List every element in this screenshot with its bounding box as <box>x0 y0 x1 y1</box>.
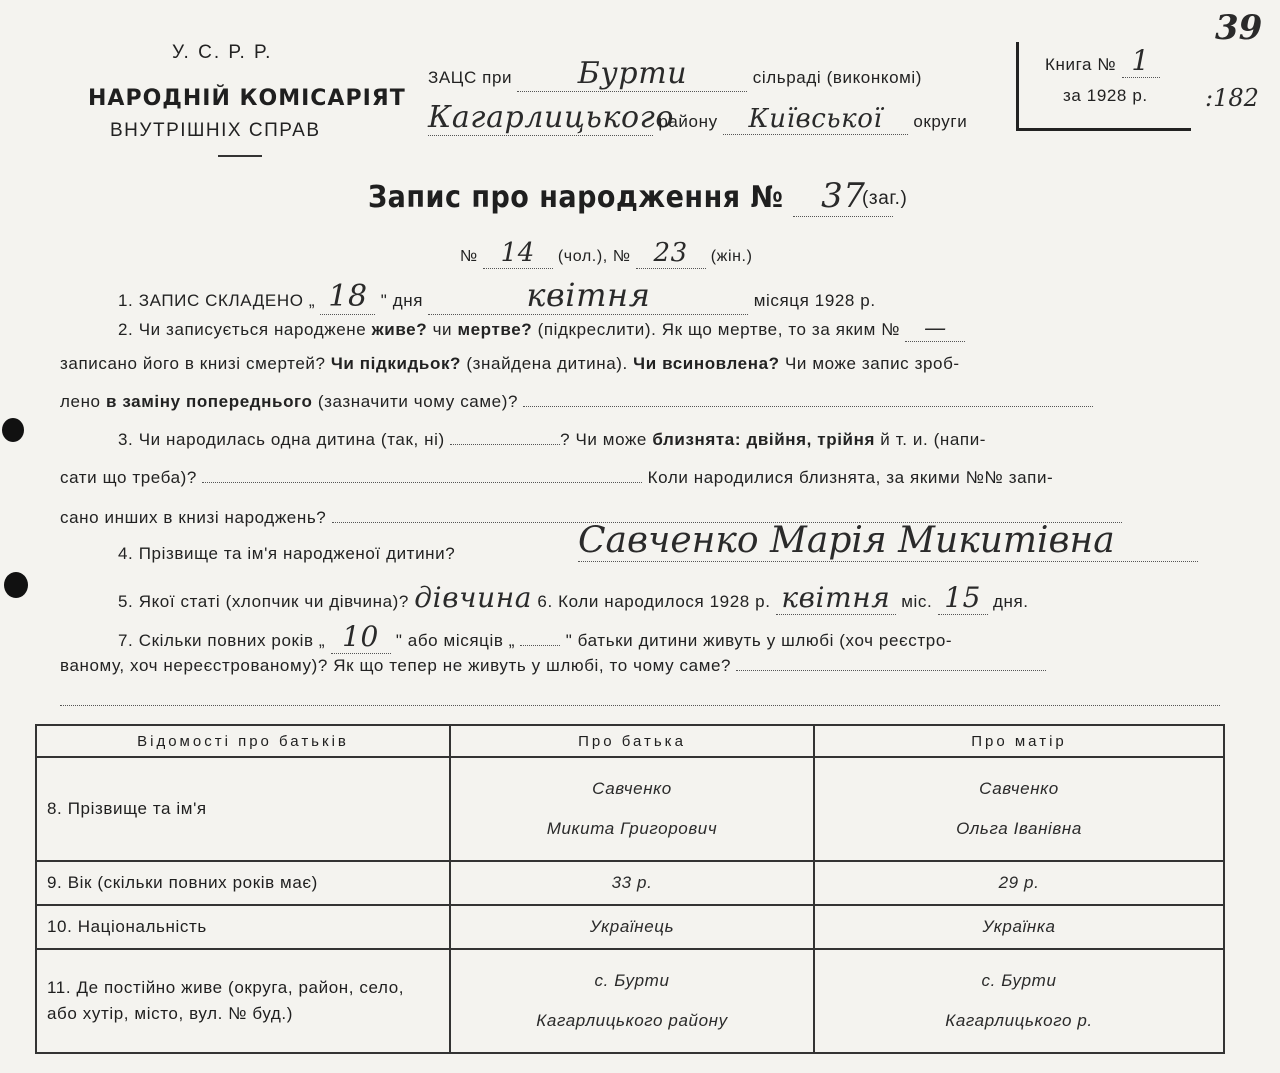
male-number: 14 <box>483 238 553 269</box>
birth-month: квітня <box>776 581 896 615</box>
father-name: Савченко Микита Григорович <box>450 757 814 861</box>
book-number: 1 <box>1122 44 1160 78</box>
row-label: 8. Прізвище та ім'я <box>36 757 450 861</box>
item-3-line-2: сати що треба)? Коли народилися близнята, за якими №№ запи- <box>60 468 1054 487</box>
item-7-line-2: ваному, хоч нереєстрованому)? Як що тепер не живуть у шлюбі, то чому саме? <box>60 656 1046 676</box>
village-name: Бурти <box>517 56 747 92</box>
item-5-6: 5. Якої статі (хлопчик чи дівчина)? дівчина 6. Коли народилося 1928 р. квітня міс. 15 дня. <box>118 581 1029 614</box>
okrug-name: Київської <box>723 104 908 135</box>
header-father: Про батька <box>450 725 814 757</box>
item-7-blank-line <box>60 705 1220 706</box>
mother-name: Савченко Ольга Іванівна <box>814 757 1224 861</box>
child-sex: дівчина <box>414 581 533 614</box>
row-label: 9. Вік (скільки повних років має) <box>36 861 450 905</box>
header-info: Відомості про батьків <box>36 725 450 757</box>
commissariat-heading: НАРОДНІЙ КОМІСАРІЯТ <box>88 86 406 111</box>
table-row <box>36 905 1224 949</box>
book-box <box>1016 42 1191 131</box>
punch-hole <box>4 572 28 598</box>
book-label: Книга № <box>1045 55 1117 74</box>
item-4: 4. Прізвище та ім'я народженої дитини? <box>118 544 456 563</box>
table-header-row <box>36 725 1224 757</box>
district-name: Кагарлицького <box>428 100 675 135</box>
table-row <box>36 757 1224 861</box>
margin-number: 39 <box>1215 8 1263 48</box>
record-number: 37 <box>793 176 893 217</box>
commissariat-subheading: ВНУТРІШНІХ СПРАВ <box>110 120 321 141</box>
item-3-line-1: 3. Чи народилась одна дитина (так, ні) ? Чи може близнята: двійня, трійня й т. и. (напи- <box>118 430 987 449</box>
marriage-years: 10 <box>331 620 391 654</box>
item-2-line-3: лено в заміну попереднього (зазначити чому саме)? <box>60 392 1093 412</box>
row-label: 10. Національність <box>36 905 450 949</box>
record-sub-numbers: № 14 (чол.), № 23 (жін.) <box>460 238 753 268</box>
item-3-line-3: сано инших в книзі народжень? <box>60 508 1122 528</box>
father-age: 33 р. <box>450 861 814 905</box>
punch-hole <box>2 418 24 442</box>
father-residence: с. Бурти Кагарлицького району <box>450 949 814 1053</box>
item-2-line-1: 2. Чи записується народжене живе? чи мертве? (підкреслити). Як що мертве, то за яким № — <box>118 316 965 342</box>
item-2-line-2: записано його в книзі смертей? Чи підкидьок? (знайдена дитина). Чи всиновлена? Чи може запис зроб- <box>60 354 960 373</box>
record-title-suffix: (заг.) <box>862 188 908 209</box>
table-row <box>36 861 1224 905</box>
death-book-number: — <box>905 316 965 342</box>
district-line: Кагарлицького району Київської округи <box>428 100 968 135</box>
item-1: 1. ЗАПИС СКЛАДЕНО „ 18 " дня квітня місяця 1928 р. <box>118 276 876 314</box>
record-month: квітня <box>428 276 748 315</box>
record-title: Запис про народження № 37 <box>368 176 893 217</box>
book-year: за 1928 р. <box>1063 86 1148 105</box>
margin-side-note: :182 <box>1205 84 1259 112</box>
parents-table <box>35 724 1225 1054</box>
republic-heading: У. С. Р. Р. <box>172 42 273 63</box>
zags-line: ЗАЦС при Бурти сільраді (виконкомі) <box>428 56 923 91</box>
record-day: 18 <box>320 279 375 315</box>
child-name: Савченко Марія Микитівна <box>578 520 1198 562</box>
item-7-line-1: 7. Скільки повних років „ 10 " або місяців „ " батьки дитини живуть у шлюбі (хоч реєстро- <box>118 620 953 653</box>
header-mother: Про матір <box>814 725 1224 757</box>
father-nationality: Українець <box>450 905 814 949</box>
female-number: 23 <box>636 238 706 269</box>
row-label: 11. Де постійно живе (округа, район, село, або хутір, місто, вул. № буд.) <box>36 949 450 1053</box>
mother-age: 29 р. <box>814 861 1224 905</box>
header-divider <box>218 155 262 157</box>
birth-day: 15 <box>938 581 988 615</box>
mother-residence: с. Бурти Кагарлицького р. <box>814 949 1224 1053</box>
mother-nationality: Українка <box>814 905 1224 949</box>
table-row <box>36 949 1224 1053</box>
